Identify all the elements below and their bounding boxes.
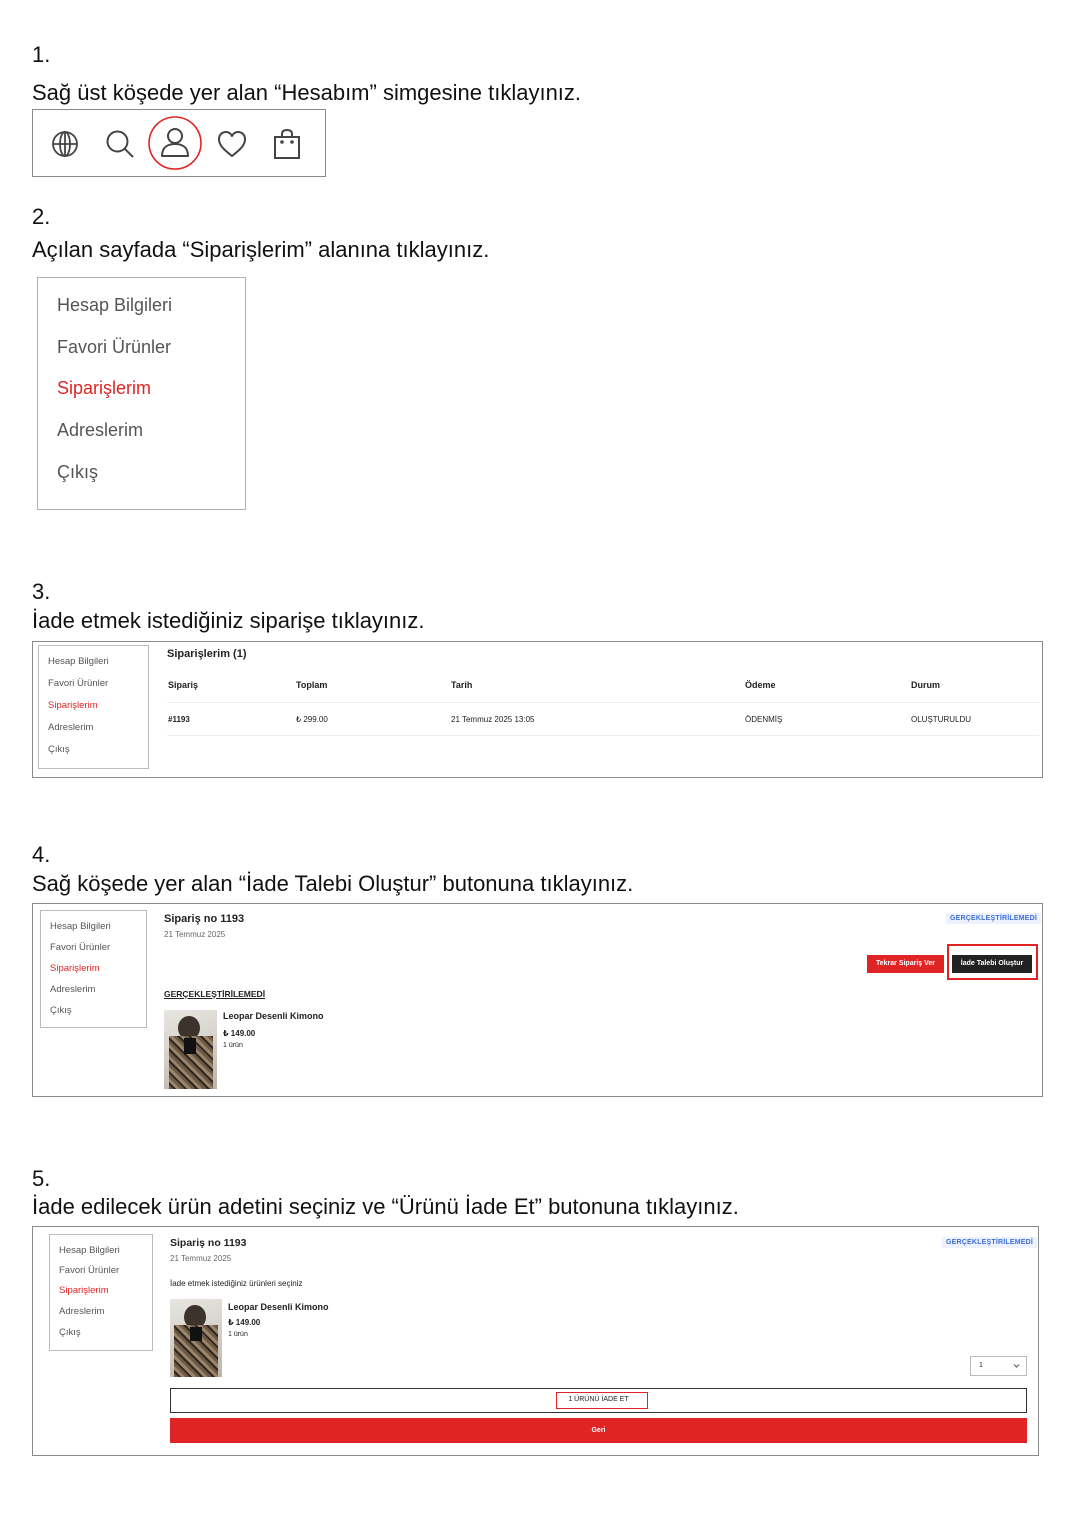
product-price: ₺ 149.00 bbox=[228, 1318, 261, 1327]
search-icon[interactable] bbox=[105, 129, 135, 159]
sidebar-item-addresses[interactable]: Adreslerim bbox=[50, 984, 96, 995]
col-header-date: Tarih bbox=[451, 680, 473, 690]
menu-item-addresses[interactable]: Adreslerim bbox=[57, 420, 144, 440]
detail-sidebar bbox=[40, 910, 147, 1028]
step-1-number: 1. bbox=[32, 42, 51, 67]
menu-item-account-info[interactable]: Hesap Bilgileri bbox=[57, 295, 173, 315]
order-date: 21 Temmuz 2025 13:05 bbox=[451, 715, 535, 724]
status-badge: GERÇEKLEŞTİRİLEMEDİ bbox=[942, 1237, 1037, 1248]
col-header-order: Sipariş bbox=[168, 680, 199, 690]
order-detail-date: 21 Temmuz 2025 bbox=[164, 930, 226, 939]
order-detail-screenshot bbox=[32, 903, 1043, 1097]
menu-item-logout[interactable]: Çıkış bbox=[57, 462, 99, 482]
sidebar-item-account-info[interactable]: Hesap Bilgileri bbox=[48, 656, 109, 667]
order-status: OLUŞTURULDU bbox=[911, 715, 972, 724]
reorder-button[interactable]: Tekrar Sipariş Ver bbox=[867, 955, 944, 973]
step-2-text: Açılan sayfada “Siparişlerim” alanına tıklayınız. bbox=[32, 237, 490, 262]
back-button[interactable]: Geri bbox=[170, 1418, 1027, 1443]
return-product-button[interactable] bbox=[170, 1388, 1027, 1413]
table-divider bbox=[167, 735, 1039, 736]
quantity-value: 1 bbox=[979, 1362, 983, 1369]
sidebar-item-orders[interactable]: Siparişlerim bbox=[59, 1285, 109, 1296]
menu-item-favorites[interactable]: Favori Ürünler bbox=[57, 337, 172, 357]
sidebar-item-favorites[interactable]: Favori Ürünler bbox=[59, 1265, 120, 1276]
section-label: GERÇEKLEŞTİRİLEMEDİ bbox=[164, 989, 266, 999]
product-image[interactable] bbox=[164, 1010, 217, 1089]
step-1-text: Sağ üst köşede yer alan “Hesabım” simgesine tıklayınız. bbox=[32, 80, 582, 105]
step-5-number: 5. bbox=[32, 1166, 51, 1191]
return-request-button[interactable]: İade Talebi Oluştur bbox=[952, 955, 1032, 973]
return-sidebar bbox=[49, 1234, 153, 1351]
col-header-total: Toplam bbox=[296, 680, 328, 690]
order-detail-title: Sipariş no 1193 bbox=[164, 913, 245, 925]
sidebar-item-account-info[interactable]: Hesap Bilgileri bbox=[59, 1245, 120, 1256]
orders-screenshot bbox=[32, 641, 1043, 778]
sidebar-item-logout[interactable]: Çıkış bbox=[59, 1327, 81, 1338]
step-3-number: 3. bbox=[32, 579, 51, 604]
orders-sidebar bbox=[38, 645, 149, 769]
product-name: Leopar Desenli Kimono bbox=[223, 1011, 324, 1021]
sidebar-item-orders[interactable]: Siparişlerim bbox=[48, 700, 98, 711]
product-image[interactable] bbox=[170, 1299, 222, 1377]
order-total: ₺ 299.00 bbox=[296, 715, 328, 724]
sidebar-item-favorites[interactable]: Favori Ürünler bbox=[50, 942, 111, 953]
step-4-number: 4. bbox=[32, 842, 51, 867]
return-form-title: Sipariş no 1193 bbox=[170, 1237, 247, 1249]
step-5-text: İade edilecek ürün adetini seçiniz ve “Ürünü İade Et” butonuna tıklayınız. bbox=[32, 1194, 739, 1219]
step-3-text: İade etmek istediğiniz siparişe tıklayınız. bbox=[32, 608, 425, 633]
col-header-payment: Ödeme bbox=[745, 680, 776, 690]
col-header-status: Durum bbox=[911, 680, 940, 690]
user-icon[interactable] bbox=[147, 115, 203, 171]
header-icon-bar bbox=[32, 109, 326, 177]
product-name: Leopar Desenli Kimono bbox=[228, 1302, 329, 1312]
quantity-select[interactable] bbox=[970, 1356, 1027, 1376]
account-menu bbox=[37, 277, 246, 510]
heart-icon[interactable] bbox=[217, 130, 247, 158]
table-row[interactable] bbox=[167, 703, 1039, 735]
order-number[interactable]: #1193 bbox=[168, 715, 190, 724]
product-price: ₺ 149.00 bbox=[223, 1029, 256, 1038]
globe-icon[interactable] bbox=[51, 130, 79, 158]
order-payment: ÖDENMİŞ bbox=[745, 715, 783, 724]
return-product-label: 1 ÜRÜNÜ İADE ET bbox=[568, 1396, 629, 1403]
step-2-number: 2. bbox=[32, 204, 51, 229]
product-quantity: 1 ürün bbox=[223, 1042, 243, 1049]
sidebar-item-addresses[interactable]: Adreslerim bbox=[59, 1306, 105, 1317]
sidebar-item-account-info[interactable]: Hesap Bilgileri bbox=[50, 921, 111, 932]
step-4-text: Sağ köşede yer alan “İade Talebi Oluştur” butonuna tıklayınız. bbox=[32, 871, 634, 896]
sidebar-item-logout[interactable]: Çıkış bbox=[48, 744, 70, 755]
status-badge: GERÇEKLEŞTİRİLEMEDİ bbox=[946, 913, 1041, 924]
menu-item-orders[interactable]: Siparişlerim bbox=[57, 378, 152, 398]
sidebar-item-addresses[interactable]: Adreslerim bbox=[48, 722, 94, 733]
shopping-bag-icon[interactable] bbox=[273, 128, 301, 160]
sidebar-item-orders[interactable]: Siparişlerim bbox=[50, 963, 100, 974]
product-quantity: 1 ürün bbox=[228, 1331, 248, 1338]
return-form-date: 21 Temmuz 2025 bbox=[170, 1254, 232, 1263]
chevron-down-icon bbox=[1013, 1363, 1020, 1369]
highlight-box bbox=[947, 944, 1038, 980]
orders-title: Siparişlerim (1) bbox=[167, 648, 247, 660]
sidebar-item-logout[interactable]: Çıkış bbox=[50, 1005, 72, 1016]
return-instruction: İade etmek istediğiniz ürünleri seçiniz bbox=[170, 1279, 303, 1288]
sidebar-item-favorites[interactable]: Favori Ürünler bbox=[48, 678, 109, 689]
return-form-screenshot bbox=[32, 1226, 1039, 1456]
